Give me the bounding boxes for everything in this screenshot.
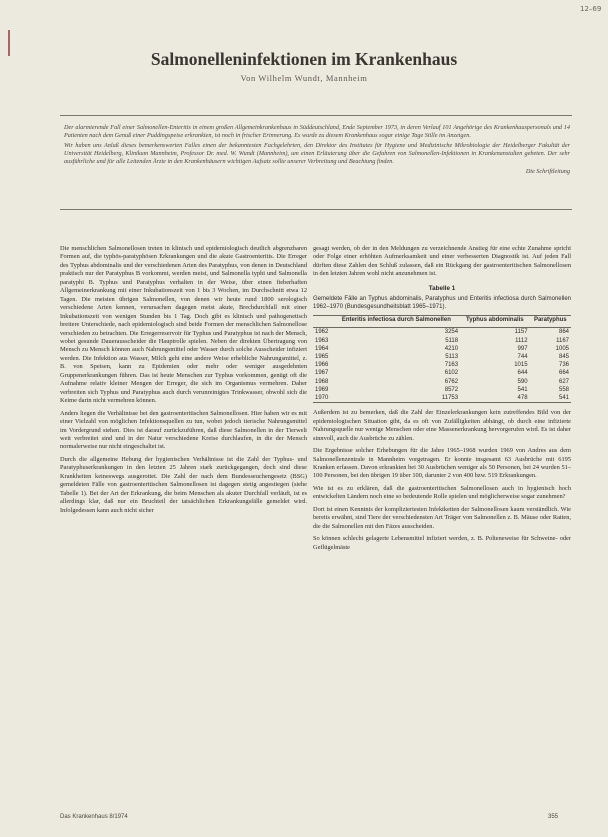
table-row xyxy=(313,337,571,345)
table-row xyxy=(313,378,571,386)
abstract-signature: Die Schriftleitung xyxy=(525,168,570,176)
table-cell: 997 xyxy=(517,345,528,352)
table-cell: 558 xyxy=(558,386,569,393)
table-cell: 541 xyxy=(530,394,571,403)
table-cell: 5118 xyxy=(445,337,459,344)
table-cell: 11753 xyxy=(333,394,461,403)
abstract-box xyxy=(64,124,570,177)
table-cell: 1968 xyxy=(315,378,329,385)
table-cell: 3254 xyxy=(444,329,459,336)
table-cell: 1005 xyxy=(555,345,569,352)
article-title: Salmonelleninfektionen im Krankenhaus xyxy=(150,49,458,69)
table-cell: 1962 xyxy=(315,329,329,336)
footer-page-number: 355 xyxy=(548,814,559,820)
table-cell: 6762 xyxy=(444,378,459,385)
table-cell: 1966 xyxy=(315,362,329,369)
table-cell: 744 xyxy=(517,354,528,361)
table-header-cell: Typhus abdominalis xyxy=(460,316,529,328)
table-row xyxy=(313,328,571,337)
table-cell: 1969 xyxy=(315,386,329,393)
table-cell: 627 xyxy=(558,378,569,385)
table-cell: 1967 xyxy=(315,370,329,377)
table-cell: 736 xyxy=(558,362,569,369)
body-paragraph: Wie ist es zu erklären, daß die gastroenteritischen Salmonellosen auch in hygienisch hoch entwickelten Ländern noch eine so bedeutende Rolle spielen und möglicherweise sogar zunehmen? xyxy=(313,484,571,501)
table-row xyxy=(313,361,571,369)
body-paragraph: So können schlecht gelagerte Lebensmittel infiziert werden, z. B. Polteneweise für Schweine- oder Geflügelmäste xyxy=(313,535,571,551)
table-cell: 1015 xyxy=(514,362,528,369)
table-cell: 864 xyxy=(558,329,569,336)
body-paragraph: Durch die allgemeine Hebung der hygienischen Verhältnisse ist die Zahl der Typhus- und Paratyphuserkrankungen in den letzten 25 Jahren stark zurückgegangen, doch sind diese Krankheiten keineswegs ausgerottet. Die Zahl der nach dem Bundesseuchengesetz (BSG) gemeldeten Fälle von gastroenteritischen Salmonellosen ist dagegen stetig angestiegen (siehe Tabelle 1). Bei der Art der Erkrankung, die beim Menschen als akuter Durchfall verläuft, ist es allerdings klar, daß nur ein Bruchteil der tatsächlichen Erkrankungsfälle gemeldet wird. Infolgedessen kann auch nicht sicher xyxy=(60,455,307,514)
article-author: Von Wilhelm Wundt, Mannheim xyxy=(240,73,368,83)
body-paragraph: gesagt werden, ob der in den Meldungen zu verzeichnende Anstieg für eine echte Zunahme spricht oder Folge einer erhöhten Aufmerksamkeit und einer verbesserten Diagnostik ist. Auf jeden Fall dürften diese Zahlen den Schluß zulassen, daß ein Rückgang der gastroenteritischen Salmonellosen in den letzten Jahren wohl nicht anzunehmen ist. xyxy=(313,245,571,278)
table-row xyxy=(313,386,571,394)
table-header-cell xyxy=(313,316,333,328)
table-cell: 1963 xyxy=(315,337,329,344)
table-row xyxy=(313,353,571,361)
data-table xyxy=(313,315,571,403)
table-cell: 6102 xyxy=(444,370,459,377)
table-cell: 1157 xyxy=(514,329,528,336)
table-cell: 1970 xyxy=(313,394,333,403)
table-cell: 1964 xyxy=(315,345,329,352)
abstract-bottom-rule xyxy=(60,209,572,210)
corner-mark: 12–69 xyxy=(580,5,602,13)
abstract-top-rule xyxy=(60,115,572,116)
body-paragraph: Anders liegen die Verhältnisse bei den gastroenteritischen Salmonellosen. Hier haben wir es mit einer Vielzahl von möglichen Infektionsquellen zu tun, wobei jedoch tierische Nahrungsmittel im Vordergrund stehen. Dies ist darauf zurückzuführen, daß diese Salmonellen in der Tierwelt weit verbreitet sind und in der Natur verschiedene Kreise durchlaufen, in die der Mensch normalerweise nur nicht eingeschaltet ist. xyxy=(60,409,307,451)
table-cell: 7163 xyxy=(444,362,459,369)
table-cell: 1112 xyxy=(515,337,528,344)
table-header-row xyxy=(313,316,571,328)
table-cell: 845 xyxy=(558,354,569,361)
table-row xyxy=(313,369,571,377)
table-caption: Gemeldete Fälle an Typhus abdominalis, Paratyphus und Enteritis infectiosa durch Salmonellen 1962–1970 (Bundesgesundheitsblatt 1965–1971). xyxy=(313,296,571,310)
body-paragraph: Die Ergebnisse solcher Erhebungen für die Jahre 1965–1968 wurden 1969 von Andres aus dem Salmonellenzentrale in Mannheim vorgetragen. Er konnte insgesamt 63 Ausbrüche mit 6195 Kranken erfassen. Davon erkrankten bei 30 Ausbrüchen weniger als 50 Personen, bei 24 wurden 51–100 Personen, bei den übrigen 19 über 100, darunter 2 von 400 bzw. 519 Erkrankungen. xyxy=(313,447,571,480)
table-cell: 541 xyxy=(517,386,528,393)
body-paragraph: Dort ist einen Kenntnis der kompliziertesten Infektketten der Salmonellosen kaum verständlich. Wie bereits erwähnt, sind Tiere der verschiedensten Art Träger von Salmonellen z. B. Mäuse oder Ratten, die die Salmonellen mit den Fäzes ausscheiden. xyxy=(313,505,571,530)
table-cell: 5113 xyxy=(445,354,459,361)
table-row xyxy=(313,345,571,353)
table-cell: 8572 xyxy=(444,386,459,393)
footer-journal: Das Krankenhaus 8/1974 xyxy=(60,814,128,820)
body-paragraph: Außerdem ist zu bemerken, daß die Zahl der Einzelerkrankungen kein zutreffendes Bild von der epidemiologischen Situation gibt, da es oft von Zufälligkeiten abhängt, ob durch eine infizierte Nahrungsquelle nur wenige Menschen oder eine Massenerkrankung hervorgerufen wird. Es ist daher sinnvoll, auch die Ausbrüche zu zählen. xyxy=(313,409,571,442)
table-header-cell: Enteritis infectiosa durch Salmonellen xyxy=(333,316,461,328)
body-paragraph: Die menschlichen Salmonellosen treten in klinisch und epidemiologisch deutlich abgrenzbaren Formen auf, die typhös-paratyphösen Erkrankungen und die akute Gastroenteritis. Die Erreger des Typhus abdominalis und der verschiedenen Arten des Paratyphus, von denen in Deutschland praktisch nur der Paratyphus B vorkommt, werden meist, und Salmonella typhi und Salmonella paratyphi B. Typhus und Paratyphus verhalten in der Weise, über einen fieberhaften Allgemeinerkrankung mit einer Inkubationszeit von 1 bis 3 Wochen, im Durchschnitt etwa 12 Tagen. Die meisten übrigen Salmonellen, von denen wir heute rund 1800 serologisch verschiedene Arten kennen, verursachen dagegen meist akute, Brechdurchfall mit einer Inkubationszeit von wenigen Stunden bis 1 Tag. Doch gibt es klinisch und pathogenetisch breitere Unterschiede, nach epidemiologisch sind beide Formen der menschlichen Salmonellose verschieden zu betrachten. Die Erregerreservoir für Typhus und Paratyphus ist nach der Mensch, wobei gesunde Dauerausscheider die Hauptrolle spielen. Neben der direkten Übertragung von Mensch zu Mensch können auch Nahrungsmittel oder Wasser durch solche Ausscheider infiziert werden. Die Infektion aus Wasser, Milch geht eine andere Weise erhebliche Nahrungsmittel, z. B. von Speisen, kann zu Epidemien oder mehr oder weniger ausgedehnten Gruppenerkrankungen führen. Das ist heute Menschen zur Typhus vorkommen, genügt oft die Aufnahme relativ kleiner Mengen der Erreger, die sich im Organismus vermehren. Daher verbreiten sich Typhus und Paratyphus auch durch verunreinigtes Trinkwasser, obwohl sich die Keime darin nicht vermehren können. xyxy=(60,245,307,405)
right-column xyxy=(313,245,571,556)
table-cell: 1167 xyxy=(556,337,569,344)
table-cell: 1965 xyxy=(315,354,329,361)
abstract-paragraph: Der alarmierende Fall einer Salmonellen-Enteritis in einem großen Allgemeinkrankenhaus in Süddeutschland, Ende September 1973, in deren Verlauf 101 Angehörige des Krankenhauspersonals und 14 Patienten nach dem Genuß einer Puddingspeise erkrankten, ist noch in frischer Erinnerung. Es wurde zu diesem Krankenhaus sogar einige Tage Stille im Anzeigen. xyxy=(64,124,570,140)
abstract-paragraph: Wir haben uns Anlaß dieses bemerkenswerten Falles einen der bekanntesten Fachgelehrten, den Direktor des Institutes für Hygiene und Medizinische Mikrobiologie der Heidelberger Fakultät der Universität Heidelberg, Klinikum Mannheim, Professor Dr. med. W. Wundt (Mannheim), um einen Erläuterung über die Gefahren von Salmonellen-Infektionen in Krankenanstalten gebeten. Der sehr ausführliche und für alle Leitenden Ärzte in den Krankenhäusern wichtigen Aufsatz sollte unserer Verbreitung und Beachtung finden. xyxy=(64,142,570,166)
table-cell: 590 xyxy=(517,378,528,385)
table-header-cell: Paratyphus xyxy=(530,316,571,328)
table-cell: 644 xyxy=(517,370,528,377)
table-cell: 4210 xyxy=(444,345,459,352)
table-title: Tabelle 1 xyxy=(428,284,456,292)
table-cell: 664 xyxy=(558,370,569,377)
table-cell: 478 xyxy=(460,394,529,403)
left-column xyxy=(60,245,307,519)
table-row xyxy=(313,394,571,403)
